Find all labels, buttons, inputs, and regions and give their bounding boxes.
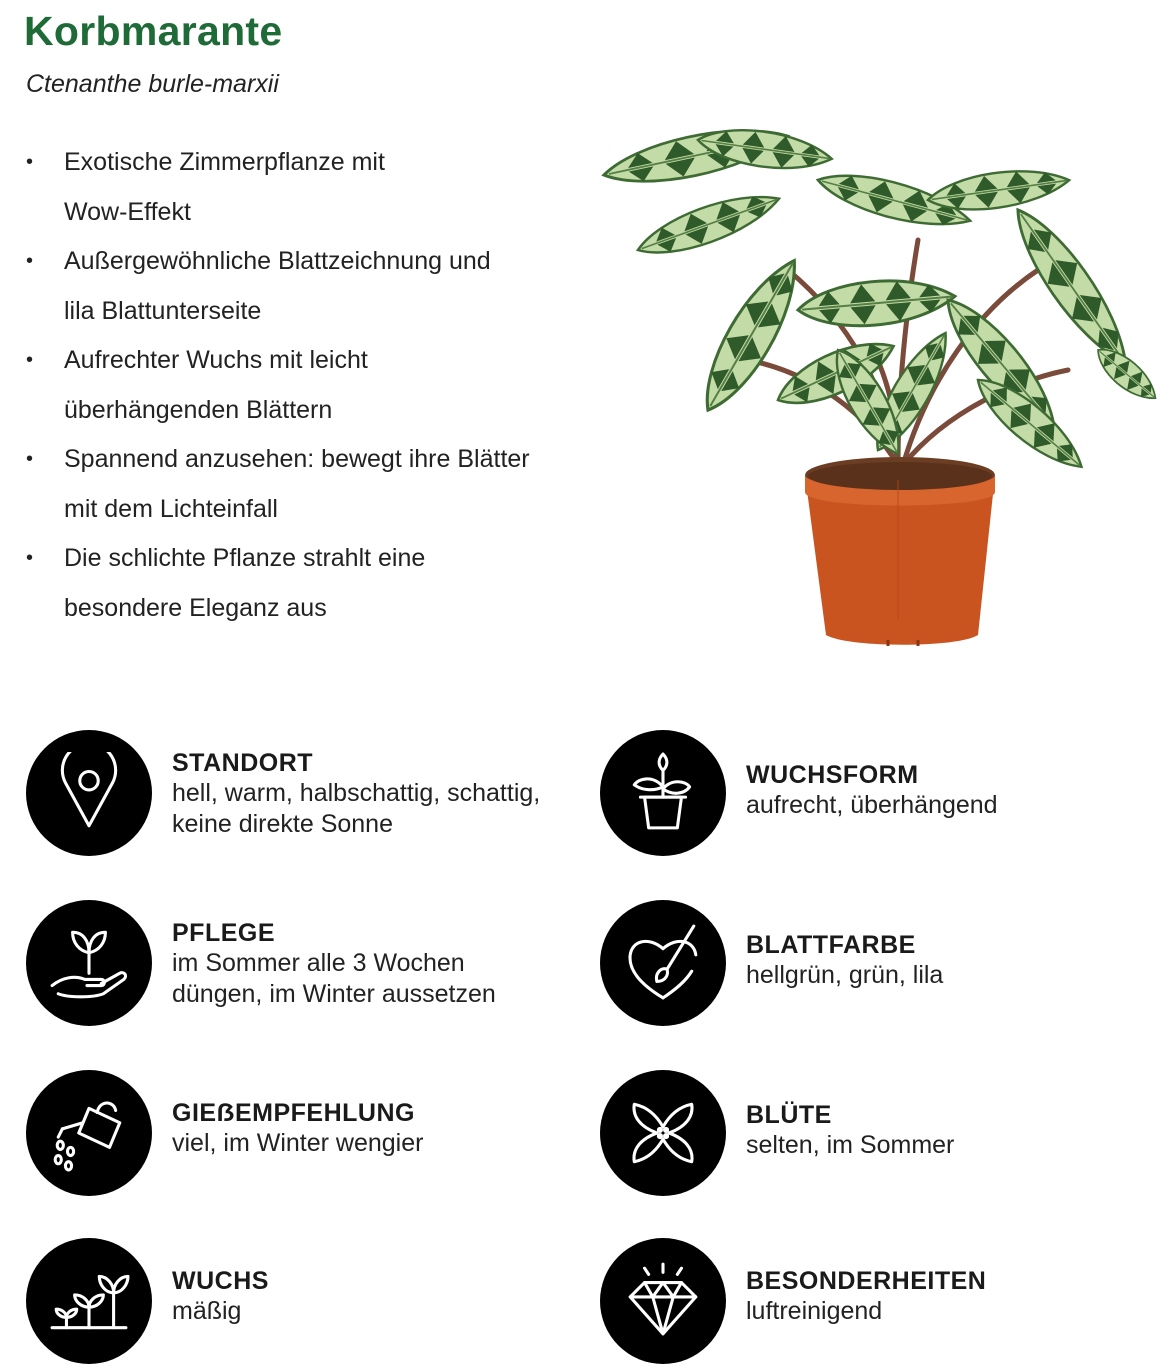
feature-title: STANDORT <box>172 749 314 777</box>
feature-title: BLÜTE <box>746 1101 832 1129</box>
leaf-paintbrush-icon <box>622 922 704 1004</box>
potted-plant-icon <box>622 752 704 834</box>
bullet-dot: • <box>26 250 34 272</box>
feature-description: mäßig <box>172 1297 242 1325</box>
feature-pflege <box>26 900 586 1030</box>
flower-icon <box>622 1092 704 1174</box>
bullet-item: • Aufrechter Wuchs mit leicht überhängenden Blättern <box>0 336 600 435</box>
feature-bluete <box>600 1070 1160 1200</box>
bullet-item: • Spannend anzusehen: bewegt ihre Blätter mit dem Lichteinfall <box>0 435 600 534</box>
icon-badge <box>26 730 152 856</box>
icon-badge <box>600 1238 726 1364</box>
growing-plants-icon <box>48 1260 130 1342</box>
page-title: Korbmarante <box>24 8 283 54</box>
feature-description: im Sommer alle 3 Wochen düngen, im Winter aussetzen <box>172 949 496 1008</box>
icon-badge <box>26 1070 152 1196</box>
feature-description: selten, im Sommer <box>746 1131 955 1159</box>
feature-description: hellgrün, grün, lila <box>746 961 944 989</box>
icon-badge <box>600 1070 726 1196</box>
bullet-dot: • <box>26 448 34 470</box>
feature-giessempfehlung <box>26 1070 586 1200</box>
feature-title: BESONDERHEITEN <box>746 1267 987 1295</box>
feature-title: PFLEGE <box>172 919 276 947</box>
feature-blattfarbe <box>600 900 1160 1030</box>
diamond-icon <box>622 1260 704 1342</box>
bullet-dot: • <box>26 349 34 371</box>
feature-description: luftreinigend <box>746 1297 883 1325</box>
bullet-item: • Die schlichte Pflanze strahlt eine besondere Eleganz aus <box>0 534 600 633</box>
feature-title: WUCHSFORM <box>746 761 919 789</box>
feature-description: aufrecht, überhängend <box>746 791 998 819</box>
bullet-dot: • <box>26 151 34 173</box>
feature-title: BLATTFARBE <box>746 931 916 959</box>
feature-standort <box>26 730 586 860</box>
bullet-item: • Außergewöhnliche Blattzeichnung und lila Blattunterseite <box>0 237 600 336</box>
icon-badge <box>600 730 726 856</box>
location-pin-icon <box>48 752 130 834</box>
icon-badge <box>600 900 726 1026</box>
feature-wuchsform <box>600 730 1160 860</box>
feature-besonderheiten <box>600 1238 1160 1368</box>
icon-badge <box>26 1238 152 1364</box>
feature-title: GIEẞEMPFEHLUNG <box>172 1099 415 1127</box>
feature-description: hell, warm, halbschattig, schattig, keine direkte Sonne <box>172 779 541 838</box>
icon-badge <box>26 900 152 1026</box>
feature-wuchs <box>26 1238 586 1368</box>
seedling-hand-icon <box>48 922 130 1004</box>
feature-title: WUCHS <box>172 1267 269 1295</box>
plant-product-image <box>598 120 1170 655</box>
feature-bullet-list <box>0 138 600 633</box>
bullet-dot: • <box>26 547 34 569</box>
feature-description: viel, im Winter wengier <box>172 1129 424 1157</box>
bullet-item: • Exotische Zimmerpflanze mit Wow-Effekt <box>0 138 600 237</box>
watering-can-icon <box>48 1092 130 1174</box>
botanical-name: Ctenanthe burle-marxii <box>26 70 279 98</box>
